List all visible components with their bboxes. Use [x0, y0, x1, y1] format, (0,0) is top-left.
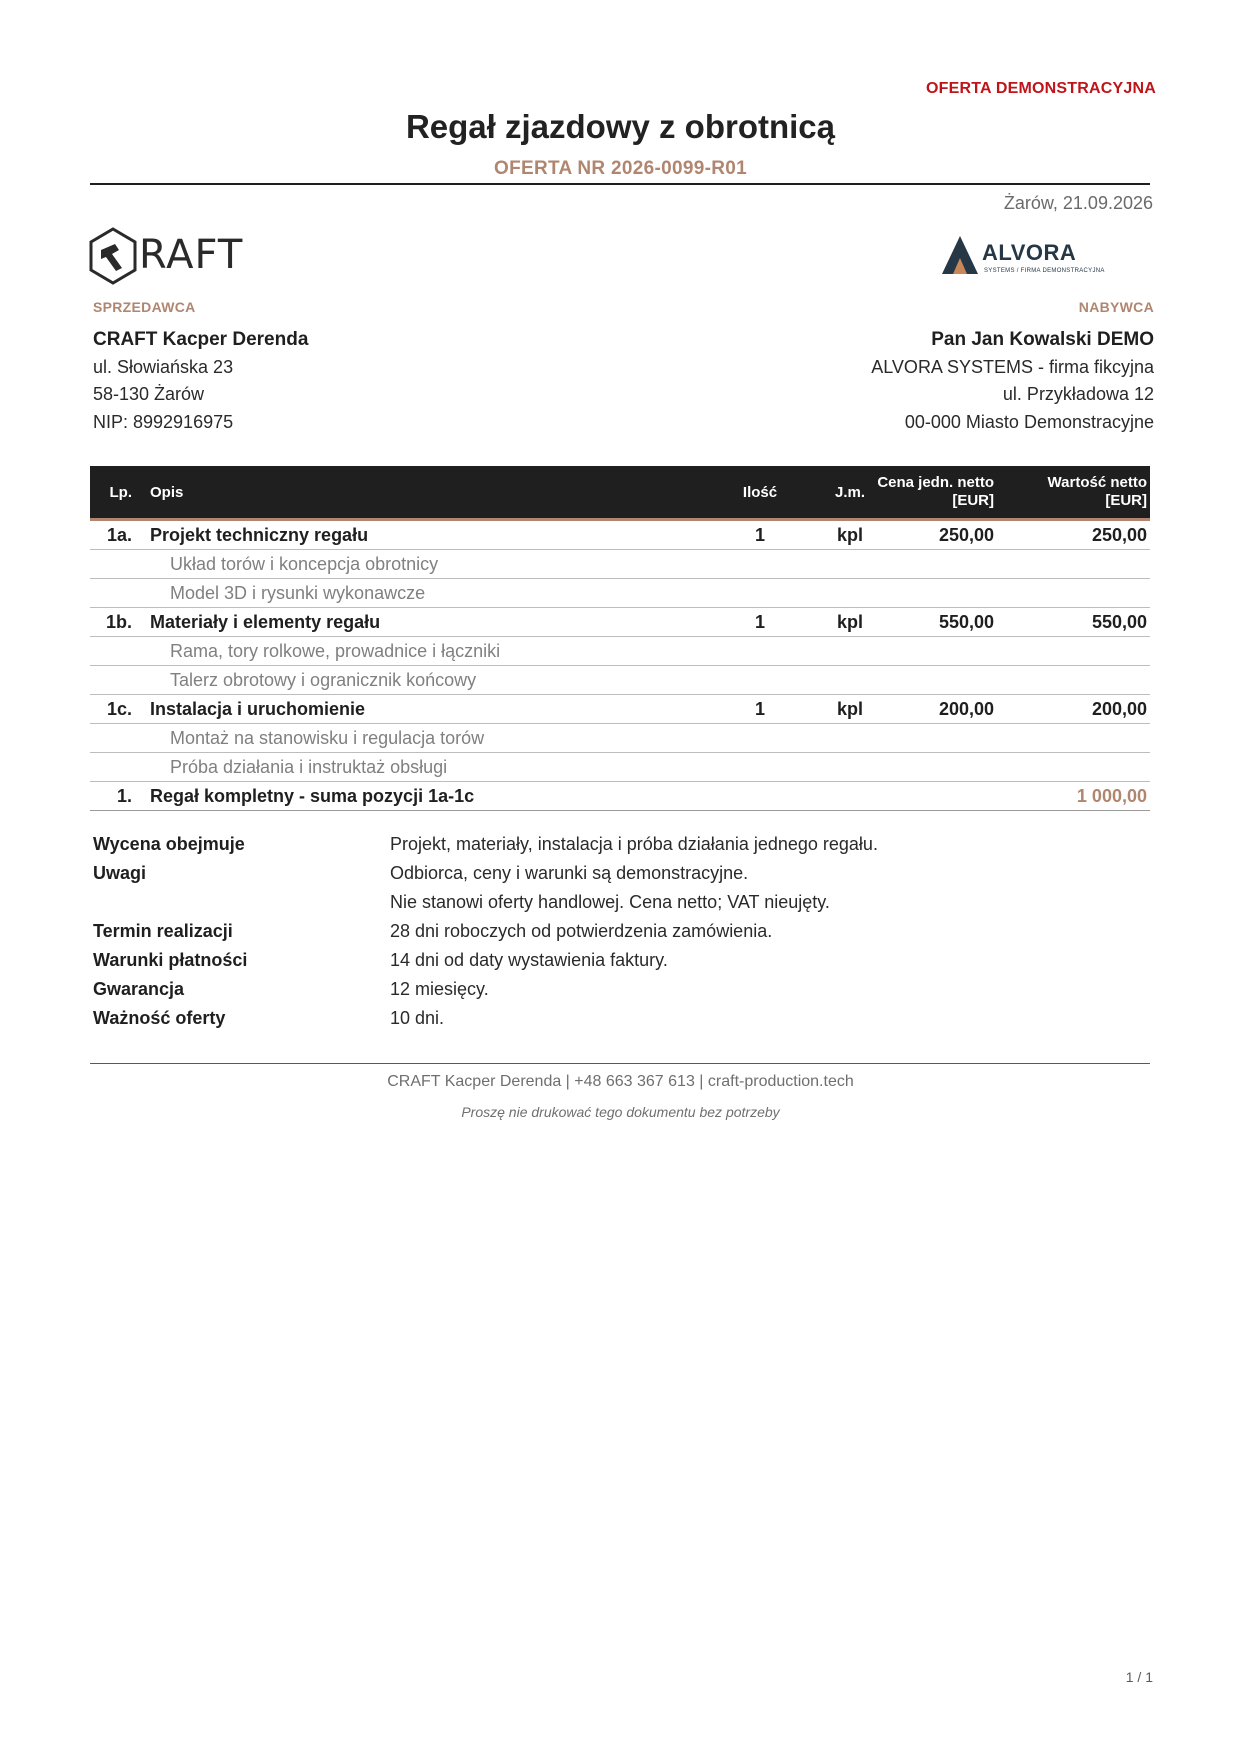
term-value: 10 dni. — [390, 1008, 445, 1028]
row-desc: Instalacja i uruchomienie — [150, 699, 366, 719]
term-key: Warunki płatności — [93, 950, 248, 970]
seller-city: 58-130 Żarów — [93, 384, 205, 404]
seller-block — [93, 326, 593, 436]
term-value: 28 dni roboczych od potwierdzenia zamówienia. — [390, 921, 773, 941]
table-subrow — [90, 637, 1150, 666]
seller-street: ul. Słowiańska 23 — [93, 356, 234, 377]
alvora-triangle-icon — [940, 234, 980, 276]
term-row — [93, 1008, 1143, 1037]
header-divider — [90, 183, 1150, 185]
table-row — [90, 608, 1150, 637]
demo-flag: OFERTA DEMONSTRACYJNA — [926, 80, 1156, 97]
seller-logo-text: RAFT — [139, 232, 244, 278]
table-subrow — [90, 579, 1150, 608]
term-row — [93, 921, 1143, 950]
header-price-line2: [EUR] — [952, 492, 994, 509]
table-row — [90, 521, 1150, 550]
row-price: 200,00 — [938, 699, 994, 719]
header-qty: Ilość — [742, 484, 778, 501]
term-row — [93, 834, 1143, 863]
term-value: 14 dni od daty wystawienia faktury. — [390, 950, 668, 970]
row-unit: kpl — [836, 612, 863, 632]
header-unit: J.m. — [834, 484, 865, 501]
items-table — [90, 466, 1150, 811]
subrow-desc: Próba działania i instruktaż obsługi — [170, 757, 448, 777]
row-desc: Materiały i elementy regału — [150, 612, 381, 632]
table-subrow — [90, 753, 1150, 782]
table-subrow — [90, 666, 1150, 695]
term-value: Nie stanowi oferty handlowej. Cena netto; VAT nieujęty. — [390, 892, 830, 912]
term-row — [93, 892, 1143, 921]
row-value: 200,00 — [1091, 699, 1147, 719]
buyer-name: Pan Jan Kowalski DEMO — [931, 329, 1154, 350]
seller-nip: NIP: 8992916975 — [93, 411, 234, 432]
row-qty: 1 — [754, 612, 765, 632]
term-key: Wycena obejmuje — [93, 834, 245, 854]
row-value: 550,00 — [1091, 612, 1147, 632]
subrow-desc: Układ torów i koncepcja obrotnicy — [170, 554, 439, 574]
table-subrow — [90, 724, 1150, 753]
row-price: 550,00 — [938, 612, 994, 632]
row-lp: 1c. — [106, 699, 132, 719]
footer-note: Proszę nie drukować tego dokumentu bez potrzeby — [461, 1104, 780, 1120]
buyer-street: ul. Przykładowa 12 — [1002, 384, 1154, 404]
table-header — [90, 466, 1150, 521]
term-key: Gwarancja — [93, 979, 185, 999]
offer-number: OFERTA NR 2026-0099-R01 — [494, 158, 747, 179]
place-date: Żarów, 21.09.2026 — [1003, 193, 1153, 213]
terms-section — [93, 834, 1143, 1037]
term-row — [93, 950, 1143, 979]
subrow-desc: Talerz obrotowy i ogranicznik końcowy — [170, 670, 477, 690]
row-value: 250,00 — [1091, 525, 1147, 545]
header-value — [1010, 474, 1147, 510]
craft-hexagon-icon — [88, 226, 138, 286]
header-price-line1: Cena jedn. netto — [877, 474, 994, 491]
footer-divider — [90, 1063, 1150, 1064]
term-row — [93, 979, 1143, 1008]
term-value: Odbiorca, ceny i warunki są demonstracyjne. — [390, 863, 749, 883]
term-key: Uwagi — [93, 863, 147, 883]
seller-name: CRAFT Kacper Derenda — [93, 329, 309, 350]
seller-label: SPRZEDAWCA — [93, 299, 196, 315]
table-row — [90, 695, 1150, 724]
buyer-company: ALVORA SYSTEMS - firma fikcyjna — [871, 356, 1154, 377]
header-lp: Lp. — [109, 484, 132, 501]
total-value: 1 000,00 — [1076, 786, 1147, 806]
header-value-line1: Wartość netto — [1047, 474, 1147, 491]
buyer-label: NABYWCA — [1078, 299, 1154, 315]
row-unit: kpl — [836, 699, 863, 719]
document-title: Regał zjazdowy z obrotnicą — [405, 108, 836, 145]
term-value: Projekt, materiały, instalacja i próba działania jednego regału. — [390, 834, 878, 854]
table-subrow — [90, 550, 1150, 579]
total-desc: Regał kompletny - suma pozycji 1a-1c — [150, 786, 475, 806]
term-row — [93, 863, 1143, 892]
row-price: 250,00 — [938, 525, 994, 545]
page-number: 1 / 1 — [1125, 1669, 1153, 1685]
row-lp: 1a. — [106, 525, 132, 545]
header-price — [860, 474, 994, 510]
row-unit: kpl — [836, 525, 863, 545]
row-qty: 1 — [754, 699, 765, 719]
header-desc: Opis — [150, 484, 184, 501]
term-key: Ważność oferty — [93, 1008, 226, 1028]
buyer-block — [554, 326, 1154, 436]
subrow-desc: Model 3D i rysunki wykonawcze — [170, 583, 426, 603]
row-desc: Projekt techniczny regału — [150, 525, 369, 545]
row-qty: 1 — [754, 525, 765, 545]
total-lp: 1. — [116, 786, 132, 806]
buyer-logo-tagline: SYSTEMS / FIRMA DEMONSTRACYJNA — [984, 268, 1105, 274]
subrow-desc: Rama, tory rolkowe, prowadnice i łączniki — [170, 641, 501, 661]
term-value: 12 miesięcy. — [390, 979, 489, 999]
buyer-city: 00-000 Miasto Demonstracyjne — [904, 411, 1154, 432]
footer-contact: CRAFT Kacper Derenda | +48 663 367 613 | craft-production.tech — [387, 1073, 854, 1090]
subrow-desc: Montaż na stanowisku i regulacja torów — [170, 728, 485, 748]
seller-logo — [88, 226, 244, 286]
term-key: Termin realizacji — [93, 921, 233, 941]
buyer-logo — [940, 232, 1110, 280]
buyer-logo-brand: ALVORA — [982, 240, 1077, 265]
row-lp: 1b. — [105, 612, 132, 632]
header-value-line2: [EUR] — [1105, 492, 1147, 509]
table-total-row — [90, 782, 1150, 811]
